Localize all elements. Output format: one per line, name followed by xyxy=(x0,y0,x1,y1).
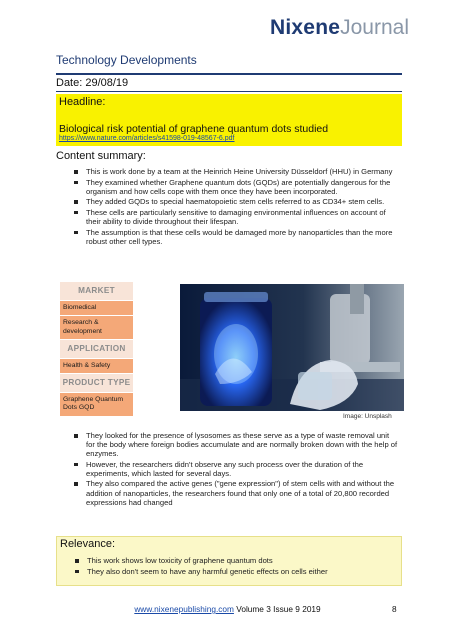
application-item: Health & Safety xyxy=(60,359,133,374)
list-item: The assumption is that these cells would be damaged more by nanoparticles than the more robust other cell types. xyxy=(72,228,398,246)
list-item: However, the researchers didn't observe any such process over the duration of the experiments, which lasted for several days. xyxy=(72,460,398,478)
relevance-title: Relevance: xyxy=(60,538,116,550)
relevance-box xyxy=(56,536,402,586)
date-rule xyxy=(56,91,402,92)
section-rule xyxy=(56,73,402,75)
headline-link[interactable]: https://www.nature.com/articles/s41598-019-48567-6.pdf xyxy=(59,135,235,142)
content-summary-title: Content summary: xyxy=(56,150,146,162)
market-item: Biomedical xyxy=(60,301,133,316)
section-title: Technology Developments xyxy=(56,53,197,67)
footer-link[interactable]: www.nixenepublishing.com xyxy=(134,604,234,614)
headline-label: Headline: xyxy=(59,96,106,108)
list-item: These cells are particularly sensitive to damaging environmental influences on account of their ability to divide throughout their lifespan. xyxy=(72,208,398,226)
date-line: Date: 29/08/19 xyxy=(56,77,129,89)
headline-title: Biological risk potential of graphene quantum dots studied xyxy=(59,123,329,135)
headline-box xyxy=(56,94,402,146)
lab-photo-image xyxy=(180,284,404,411)
list-item: This work shows low toxicity of graphene quantum dots xyxy=(73,556,393,565)
list-item: They looked for the presence of lysosomes as these serve as a type of waste removal unit for the body where foreign bodies accumulate and are normally broken down with the help of enzymes. xyxy=(72,431,398,458)
market-item: Research & development xyxy=(60,316,133,340)
lab-photo xyxy=(180,284,404,411)
page-number: 8 xyxy=(392,604,397,614)
product-type-header: PRODUCT TYPE xyxy=(60,374,133,393)
list-item: They examined whether Graphene quantum dots (GQDs) are potentially dangerous for the organism and how cells cope with them once they have been incorporated. xyxy=(72,178,398,196)
brand-name-bold: Nixene xyxy=(270,16,341,39)
relevance-list xyxy=(73,556,393,577)
image-caption: Image: Unsplash xyxy=(343,413,392,420)
market-header: MARKET xyxy=(60,282,133,301)
application-header: APPLICATION xyxy=(60,340,133,359)
list-item: They also compared the active genes ("gene expression") of stem cells with and without the addition of nanoparticles, the researchers found that only one of a total of 20,800 recorded expressions had changed xyxy=(72,479,398,506)
footer-issue: Volume 3 Issue 9 2019 xyxy=(236,604,321,614)
list-item: This is work done by a team at the Heinrich Heine University Düsseldorf (HHU) in Germany xyxy=(72,167,398,176)
list-item: They added GQDs to special haematopoietic stem cells referred to as CD34+ stem cells. xyxy=(72,197,398,206)
more-summary-list xyxy=(72,431,398,508)
brand-logo xyxy=(270,16,409,40)
content-summary-list xyxy=(72,167,398,247)
brand-name-light: Journal xyxy=(340,16,409,39)
tag-panel xyxy=(60,282,133,417)
list-item: They also don't seem to have any harmful genetic effects on cells either xyxy=(73,567,393,576)
page-footer xyxy=(0,604,455,614)
product-type-item: Graphene Quantum Dots GQD xyxy=(60,393,133,417)
